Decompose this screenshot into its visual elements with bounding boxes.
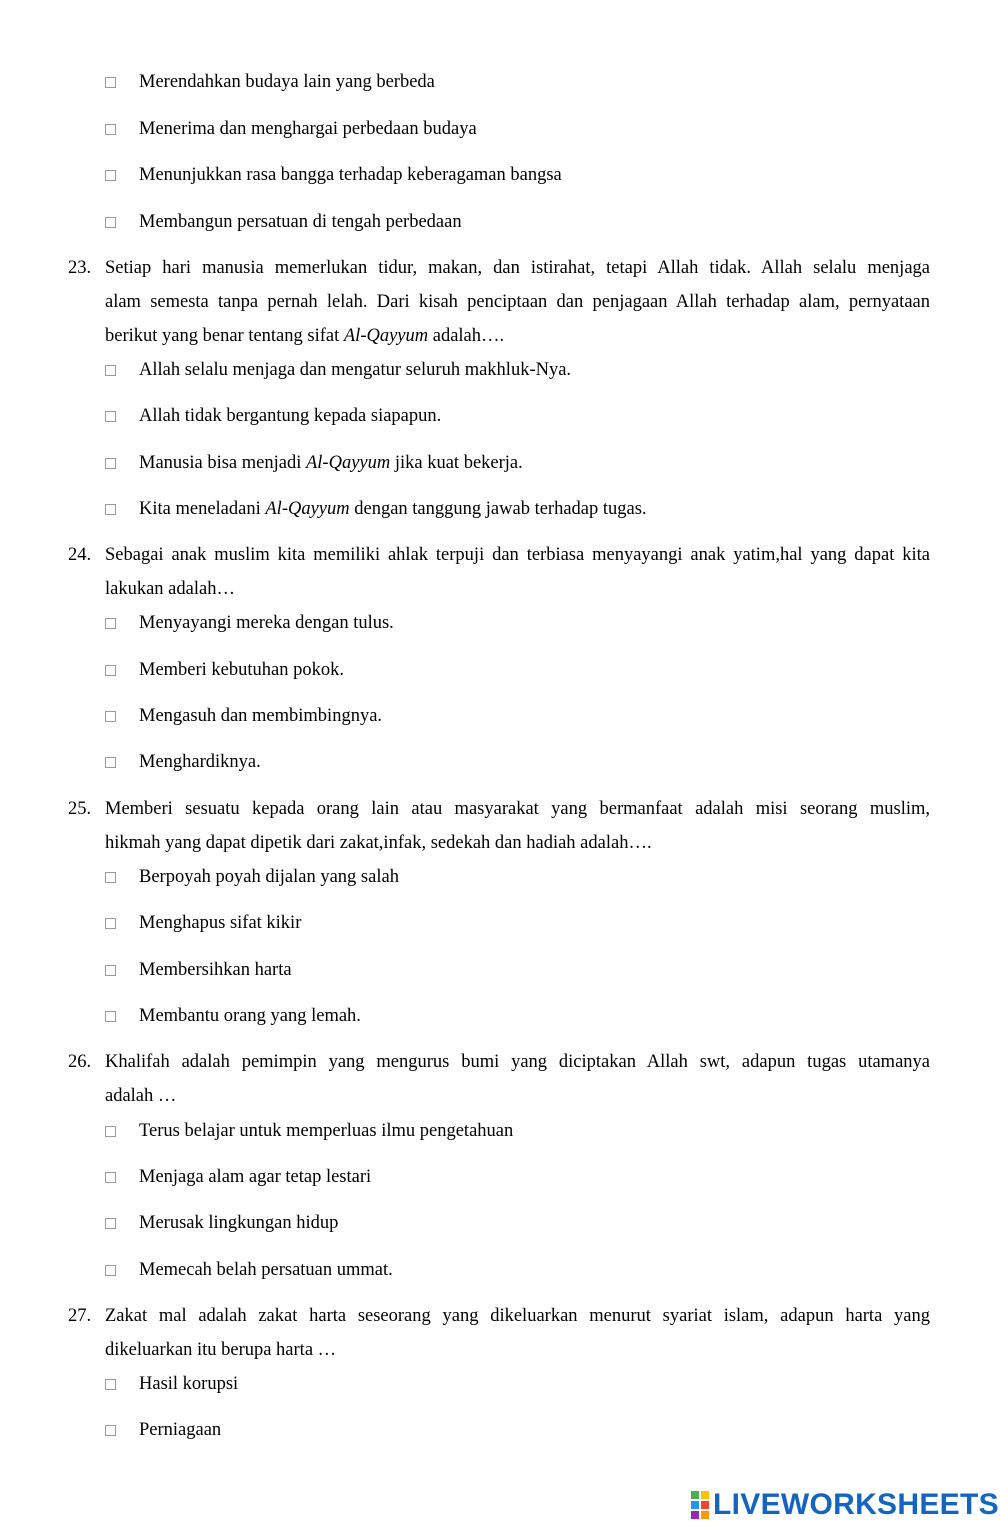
question-number: 24.	[68, 545, 92, 565]
checkbox-icon[interactable]	[105, 757, 116, 768]
q24-option-3[interactable]: Mengasuh dan membimbingnya.	[105, 703, 382, 729]
option-top-2[interactable]: Menerima dan menghargai perbedaan budaya	[105, 116, 477, 142]
question-24	[68, 538, 930, 606]
checkbox-icon[interactable]	[105, 872, 116, 883]
q25-option-1[interactable]: Berpoyah poyah dijalan yang salah	[105, 864, 399, 890]
q26-option-1[interactable]: Terus belajar untuk memperluas ilmu pengetahuan	[105, 1118, 513, 1144]
question-number: 23.	[68, 258, 92, 278]
logo-square	[701, 1511, 709, 1519]
checkbox-icon[interactable]	[105, 365, 116, 376]
q26-option-2[interactable]: Menjaga alam agar tetap lestari	[105, 1164, 371, 1190]
option-top-4[interactable]: Membangun persatuan di tengah perbedaan	[105, 209, 462, 235]
checkbox-icon[interactable]	[105, 618, 116, 629]
logo-square	[701, 1491, 709, 1499]
checkbox-icon[interactable]	[105, 124, 116, 135]
logo-square	[691, 1511, 699, 1519]
question-text-line: hikmah yang dapat dipetik dari zakat,infak, sedekah dan hadiah adalah….	[105, 833, 652, 853]
q27-option-2[interactable]: Perniagaan	[105, 1417, 221, 1443]
question-26	[68, 1045, 930, 1113]
q23-option-4[interactable]: Kita meneladani Al-Qayyum dengan tanggung jawab terhadap tugas.	[105, 496, 647, 522]
checkbox-icon[interactable]	[105, 1379, 116, 1390]
q23-option-2[interactable]: Allah tidak bergantung kepada siapapun.	[105, 403, 441, 429]
question-number: 26.	[68, 1052, 92, 1072]
question-number: 25.	[68, 799, 92, 819]
question-text-line: Khalifah adalah pemimpin yang mengurus bumi yang diciptakan Allah swt, adapun tugas utamanya	[105, 1052, 930, 1072]
question-27	[68, 1299, 930, 1367]
logo-square	[691, 1491, 699, 1499]
checkbox-icon[interactable]	[105, 217, 116, 228]
checkbox-icon[interactable]	[105, 965, 116, 976]
question-text-line: Setiap hari manusia memerlukan tidur, makan, dan istirahat, tetapi Allah tidak. Allah selalu menjaga	[105, 258, 930, 278]
checkbox-icon[interactable]	[105, 1265, 116, 1276]
checkbox-icon[interactable]	[105, 1172, 116, 1183]
q24-option-2[interactable]: Memberi kebutuhan pokok.	[105, 657, 344, 683]
checkbox-icon[interactable]	[105, 1011, 116, 1022]
q24-option-1[interactable]: Menyayangi mereka dengan tulus.	[105, 610, 394, 636]
question-text-line: Zakat mal adalah zakat harta seseorang yang dikeluarkan menurut syariat islam, adapun harta yang	[105, 1306, 930, 1326]
option-top-3[interactable]: Menunjukkan rasa bangga terhadap keberagaman bangsa	[105, 162, 562, 188]
checkbox-icon[interactable]	[105, 1425, 116, 1436]
q23-option-1[interactable]: Allah selalu menjaga dan mengatur seluruh makhluk-Nya.	[105, 357, 571, 383]
q26-option-3[interactable]: Merusak lingkungan hidup	[105, 1210, 338, 1236]
question-25	[68, 792, 930, 860]
q27-option-1[interactable]: Hasil korupsi	[105, 1371, 238, 1397]
checkbox-icon[interactable]	[105, 1126, 116, 1137]
brand-name: LIVEWORKSHEETS	[713, 1488, 999, 1521]
liveworksheets-logo[interactable]	[691, 1487, 999, 1523]
checkbox-icon[interactable]	[105, 711, 116, 722]
question-text-line: berikut yang benar tentang sifat Al-Qayyum adalah….	[105, 326, 505, 346]
q25-option-4[interactable]: Membantu orang yang lemah.	[105, 1003, 361, 1029]
q26-option-4[interactable]: Memecah belah persatuan ummat.	[105, 1257, 393, 1283]
question-text-line: Sebagai anak muslim kita memiliki ahlak terpuji dan terbiasa menyayangi anak yatim,hal yang dapat kita	[105, 545, 930, 565]
logo-square	[701, 1501, 709, 1509]
question-text-line: dikeluarkan itu berupa harta …	[105, 1340, 337, 1360]
q24-option-4[interactable]: Menghardiknya.	[105, 749, 261, 775]
checkbox-icon[interactable]	[105, 918, 116, 929]
q25-option-3[interactable]: Membersihkan harta	[105, 957, 292, 983]
question-text-line: alam semesta tanpa pernah lelah. Dari kisah penciptaan dan penjagaan Allah terhadap alam, pernyataan	[105, 292, 930, 312]
checkbox-icon[interactable]	[105, 77, 116, 88]
logo-square	[691, 1501, 699, 1509]
checkbox-icon[interactable]	[105, 665, 116, 676]
question-text-line: Memberi sesuatu kepada orang lain atau masyarakat yang bermanfaat adalah misi seorang muslim,	[105, 799, 930, 819]
question-number: 27.	[68, 1306, 92, 1326]
checkbox-icon[interactable]	[105, 458, 116, 469]
q25-option-2[interactable]: Menghapus sifat kikir	[105, 910, 301, 936]
checkbox-icon[interactable]	[105, 411, 116, 422]
question-text-line: lakukan adalah…	[105, 579, 235, 599]
liveworksheets-logo-icon	[691, 1491, 709, 1519]
checkbox-icon[interactable]	[105, 1218, 116, 1229]
option-top-1[interactable]: Merendahkan budaya lain yang berbeda	[105, 69, 435, 95]
question-23	[68, 251, 930, 353]
checkbox-icon[interactable]	[105, 504, 116, 515]
question-text-line: adalah …	[105, 1086, 177, 1106]
q23-option-3[interactable]: Manusia bisa menjadi Al-Qayyum jika kuat bekerja.	[105, 450, 523, 476]
checkbox-icon[interactable]	[105, 170, 116, 181]
